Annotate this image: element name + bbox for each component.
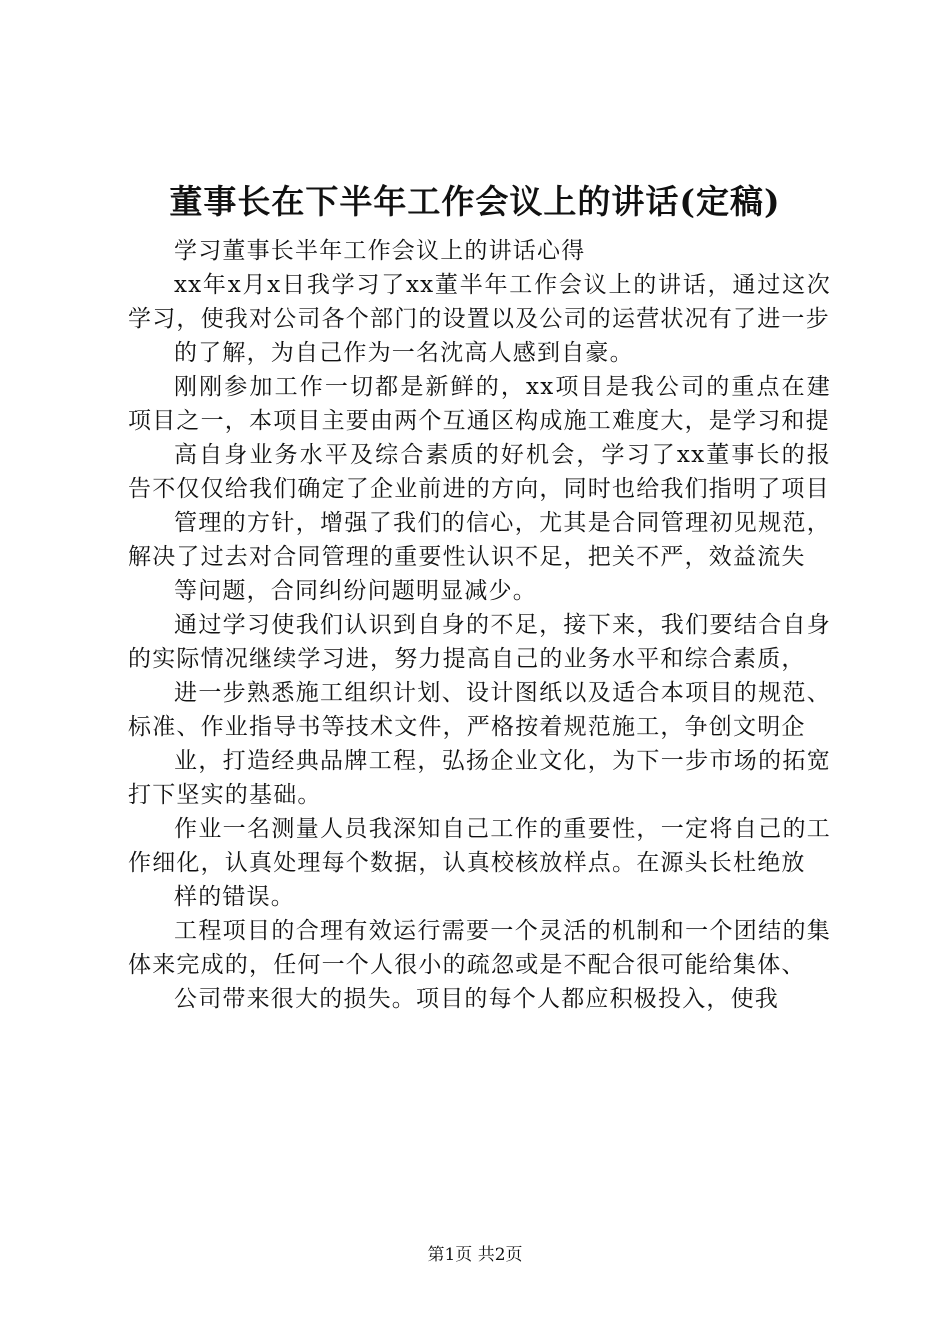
paragraph: 管理的方针，增强了我们的信心，尤其是合同管理初见规范，解决了过去对合同管理的重要性认识不足，把关不严，效益流失 [128, 510, 831, 570]
paragraph: 工程项目的合理有效运行需要一个灵活的机制和一个团结的集体来完成的，任何一个人很小的疏忽或是不配合很可能给集体、 [128, 918, 831, 978]
paragraph: 作业一名测量人员我深知自己工作的重要性，一定将自己的工作细化，认真处理每个数据，认真校核放样点。在源头长杜绝放 [128, 816, 831, 876]
page-footer: 第1页 共2页 [427, 1245, 523, 1265]
paragraph: 刚刚参加工作一切都是新鲜的，xx项目是我公司的重点在建项目之一，本项目主要由两个互通区构成施工难度大，是学习和提 [128, 374, 831, 434]
document-title: 董事长在下半年工作会议上的讲话(定稿) [169, 182, 781, 221]
paragraph: 学习董事长半年工作会议上的讲话心得 [174, 238, 586, 264]
document-body [128, 234, 831, 1016]
paragraph: 样的错误。 [174, 884, 295, 910]
paragraph: 进一步熟悉施工组织计划、设计图纸以及适合本项目的规范、标准、作业指导书等技术文件，严格按着规范施工，争创文明企 [128, 680, 831, 740]
paragraph: 公司带来很大的损失。项目的每个人都应积极投入，使我 [174, 986, 779, 1012]
paragraph: 高自身业务水平及综合素质的好机会，学习了xx董事长的报告不仅仅给我们确定了企业前进的方向，同时也给我们指明了项目 [128, 442, 831, 502]
paragraph: xx年x月x日我学习了xx董半年工作会议上的讲话，通过这次学习，使我对公司各个部门的设置以及公司的运营状况有了进一步 [128, 272, 831, 332]
paragraph: 等问题，合同纠纷问题明显减少。 [174, 578, 537, 604]
paragraph: 业，打造经典品牌工程，弘扬企业文化，为下一步市场的拓宽打下坚实的基础。 [128, 748, 831, 808]
paragraph: 的了解，为自己作为一名沈高人感到自豪。 [174, 340, 634, 366]
paragraph: 通过学习使我们认识到自身的不足，接下来，我们要结合自身的实际情况继续学习进，努力提高自己的业务水平和综合素质， [128, 612, 831, 672]
